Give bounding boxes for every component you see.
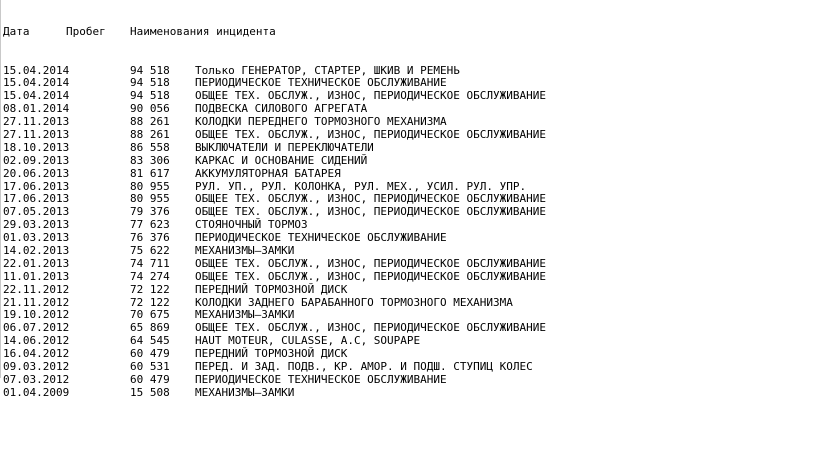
row-incident-name: СТОЯНОЧНЫЙ ТОРМОЗ — [195, 218, 308, 232]
row-mileage: 60 479 — [130, 372, 170, 386]
table-row — [3, 142, 546, 155]
row-mileage: 80 955 — [130, 192, 170, 206]
row-mileage: 77 623 — [130, 218, 170, 232]
header-mileage: Пробег — [66, 24, 106, 38]
row-mileage: 81 617 — [130, 166, 170, 180]
row-mileage: 65 869 — [130, 321, 170, 335]
row-date: 17.06.2013 — [3, 179, 70, 193]
row-mileage: 70 675 — [130, 308, 170, 322]
row-date: 01.03.2013 — [3, 231, 70, 245]
row-incident-name: МЕХАНИЗМЫ–ЗАМКИ — [195, 308, 295, 322]
row-incident-name: АККУМУЛЯТОРНАЯ БАТАРЕЯ — [195, 166, 341, 180]
row-incident-name: КОЛОДКИ ЗАДНЕГО БАРАБАННОГО ТОРМОЗНОГО МЕХАНИЗМА — [195, 295, 513, 309]
table-row — [3, 271, 546, 284]
row-mileage: 86 558 — [130, 140, 170, 154]
row-date: 01.04.2009 — [3, 385, 70, 399]
row-incident-name: ОБЩЕЕ ТЕХ. ОБСЛУЖ., ИЗНОС, ПЕРИОДИЧЕСКОЕ ОБСЛУЖИВАНИЕ — [195, 205, 546, 219]
row-mileage: 94 518 — [130, 63, 170, 77]
row-date: 21.11.2012 — [3, 295, 70, 309]
row-incident-name: ПЕРИОДИЧЕСКОЕ ТЕХНИЧЕСКОЕ ОБСЛУЖИВАНИЕ — [195, 372, 447, 386]
row-mileage: 74 711 — [130, 256, 170, 270]
row-incident-name: Только ГЕНЕРАТОР, СТАРТЕР, ШКИВ И РЕМЕНЬ — [195, 63, 460, 77]
table-row — [3, 245, 546, 258]
row-incident-name: ВЫКЛЮЧАТЕЛИ И ПЕРЕКЛЮЧАТЕЛИ — [195, 140, 374, 154]
row-date: 06.07.2012 — [3, 321, 70, 335]
row-mileage: 60 479 — [130, 347, 170, 361]
row-date: 02.09.2013 — [3, 153, 70, 167]
row-date: 27.11.2013 — [3, 127, 70, 141]
row-incident-name: КАРКАС И ОСНОВАНИЕ СИДЕНИЙ — [195, 153, 368, 167]
table-row — [3, 387, 546, 400]
table-row — [3, 361, 546, 374]
row-mileage: 80 955 — [130, 179, 170, 193]
row-mileage: 83 306 — [130, 153, 170, 167]
row-incident-name: ПЕРЕДНИЙ ТОРМОЗНОЙ ДИСК — [195, 282, 348, 296]
row-date: 11.01.2013 — [3, 269, 70, 283]
row-mileage: 79 376 — [130, 205, 170, 219]
row-mileage: 72 122 — [130, 282, 170, 296]
row-incident-name: ОБЩЕЕ ТЕХ. ОБСЛУЖ., ИЗНОС, ПЕРИОДИЧЕСКОЕ ОБСЛУЖИВАНИЕ — [195, 256, 546, 270]
row-mileage: 74 274 — [130, 269, 170, 283]
row-date: 09.03.2012 — [3, 360, 70, 373]
row-date: 19.10.2012 — [3, 308, 70, 322]
table-row — [3, 168, 546, 181]
row-mileage: 75 622 — [130, 243, 170, 257]
row-date: 07.05.2013 — [3, 205, 70, 219]
table-row — [3, 129, 546, 142]
row-incident-name: МЕХАНИЗМЫ–ЗАМКИ — [195, 385, 295, 399]
row-incident-name: ОБЩЕЕ ТЕХ. ОБСЛУЖ., ИЗНОС, ПЕРИОДИЧЕСКОЕ ОБСЛУЖИВАНИЕ — [195, 192, 546, 206]
row-mileage: 88 261 — [130, 115, 170, 129]
row-mileage: 76 376 — [130, 231, 170, 245]
row-date: 08.01.2014 — [3, 102, 70, 116]
row-date: 22.01.2013 — [3, 256, 70, 270]
row-date: 22.11.2012 — [3, 282, 70, 296]
row-incident-name: МЕХАНИЗМЫ–ЗАМКИ — [195, 243, 295, 257]
table-row — [3, 155, 546, 168]
row-incident-name: HAUT MOTEUR, CULASSE, A.C, SOUPAPE — [195, 334, 421, 348]
table-row — [3, 284, 546, 297]
header-row — [3, 26, 546, 39]
row-mileage: 88 261 — [130, 127, 170, 141]
row-incident-name: ОБЩЕЕ ТЕХ. ОБСЛУЖ., ИЗНОС, ПЕРИОДИЧЕСКОЕ ОБСЛУЖИВАНИЕ — [195, 269, 546, 283]
row-incident-name: ПЕРИОДИЧЕСКОЕ ТЕХНИЧЕСКОЕ ОБСЛУЖИВАНИЕ — [195, 76, 447, 90]
row-date: 16.04.2012 — [3, 347, 70, 361]
row-mileage: 15 508 — [130, 385, 170, 399]
row-incident-name: ОБЩЕЕ ТЕХ. ОБСЛУЖ., ИЗНОС, ПЕРИОДИЧЕСКОЕ ОБСЛУЖИВАНИЕ — [195, 89, 546, 103]
row-date: 14.02.2013 — [3, 243, 70, 257]
row-mileage: 64 545 — [130, 334, 170, 348]
row-date: 07.03.2012 — [3, 372, 70, 386]
row-incident-name: ОБЩЕЕ ТЕХ. ОБСЛУЖ., ИЗНОС, ПЕРИОДИЧЕСКОЕ ОБСЛУЖИВАНИЕ — [195, 321, 546, 335]
row-mileage: 94 518 — [130, 76, 170, 90]
row-incident-name: ПЕРИОДИЧЕСКОЕ ТЕХНИЧЕСКОЕ ОБСЛУЖИВАНИЕ — [195, 231, 447, 245]
row-mileage: 90 056 — [130, 102, 170, 116]
row-date: 15.04.2014 — [3, 89, 70, 103]
table-body — [3, 65, 546, 400]
row-date: 29.03.2013 — [3, 218, 70, 232]
table-row — [3, 258, 546, 271]
row-date: 20.06.2013 — [3, 166, 70, 180]
row-incident-name: ПОДВЕСКА СИЛОВОГО АГРЕГАТА — [195, 102, 368, 116]
row-incident-name: РУЛ. УП., РУЛ. КОЛОНКА, РУЛ. МЕХ., УСИЛ. РУЛ. УПР. — [195, 179, 527, 193]
header-incident-name: Наименования инцидента — [130, 24, 276, 38]
row-date: 17.06.2013 — [3, 192, 70, 206]
row-incident-name: ОБЩЕЕ ТЕХ. ОБСЛУЖ., ИЗНОС, ПЕРИОДИЧЕСКОЕ ОБСЛУЖИВАНИЕ — [195, 127, 546, 141]
row-date: 15.04.2014 — [3, 76, 70, 90]
incident-table — [3, 0, 546, 413]
row-date: 18.10.2013 — [3, 140, 70, 154]
table-row — [3, 374, 546, 387]
row-date: 27.11.2013 — [3, 115, 70, 129]
row-mileage: 60 531 — [130, 360, 170, 373]
row-mileage: 72 122 — [130, 295, 170, 309]
left-border — [0, 0, 1, 378]
row-incident-name: КОЛОДКИ ПЕРЕДНЕГО ТОРМОЗНОГО МЕХАНИЗМА — [195, 115, 447, 129]
row-mileage: 94 518 — [130, 89, 170, 103]
row-incident-name: ПЕРЕДНИЙ ТОРМОЗНОЙ ДИСК — [195, 347, 348, 361]
row-date: 14.06.2012 — [3, 334, 70, 348]
row-incident-name: ПЕРЕД. И ЗАД. ПОДВ., КР. АМОР. И ПОДШ. СТУПИЦ КОЛЕС — [195, 360, 533, 373]
row-date: 15.04.2014 — [3, 63, 70, 77]
header-date: Дата — [3, 24, 30, 38]
